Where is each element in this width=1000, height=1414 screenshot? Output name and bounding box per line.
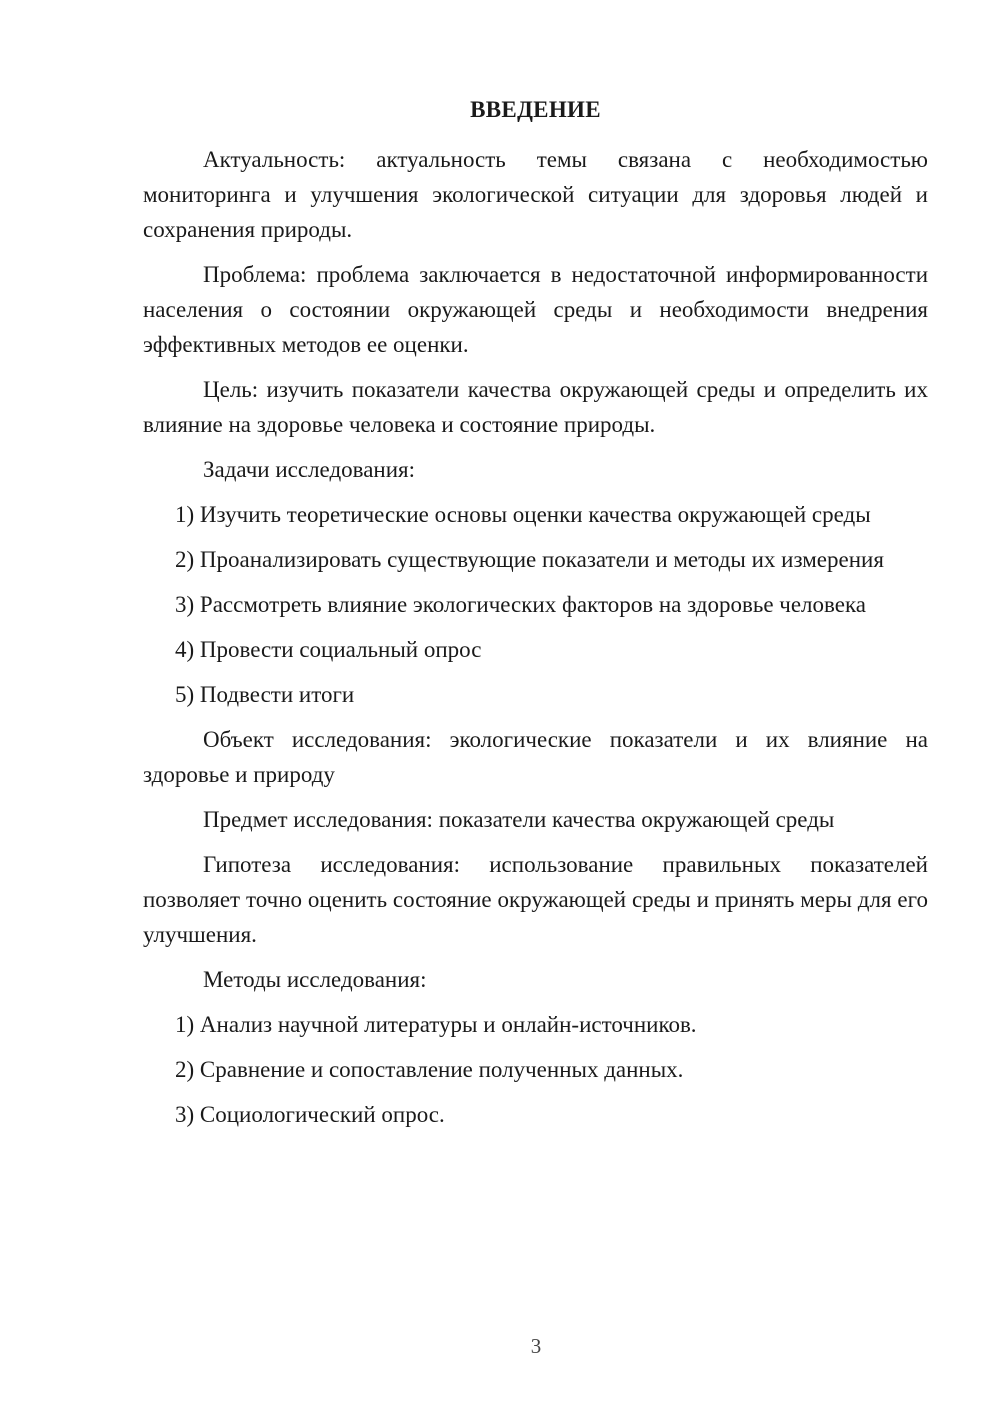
page-number: 3 [530,1334,542,1358]
subject-paragraph: Предмет исследования: показатели качества окружающей среды [203,807,835,832]
method-item: 3) Социологический опрос. [175,1102,445,1127]
methods-heading: Методы исследования: [203,967,427,992]
tasks-heading: Задачи исследования: [203,457,416,482]
task-item: 4) Провести социальный опрос [175,637,482,662]
page-content [143,96,928,1142]
task-item: 1) Изучить теоретические основы оценки качества окружающей среды [175,502,871,527]
task-item: 3) Рассмотреть влияние экологических факторов на здоровье человека [175,592,866,617]
method-item: 1) Анализ научной литературы и онлайн-источников. [175,1012,697,1037]
goal-paragraph: Цель: изучить показатели качества окружающей среды и определить их влияние на здоровье человека и состояние природы. [143,377,928,437]
task-item: 2) Проанализировать существующие показатели и методы их измерения [175,547,884,572]
page-title: ВВЕДЕНИЕ [470,97,601,122]
method-item: 2) Сравнение и сопоставление полученных данных. [175,1057,684,1082]
task-item: 5) Подвести итоги [175,682,355,707]
problem-paragraph: Проблема: проблема заключается в недостаточной информированности населения о состоянии окружающей среды и необходимости внедрения эффективных методов ее оценки. [143,262,928,357]
relevance-paragraph: Актуальность: актуальность темы связана с необходимостью мониторинга и улучшения экологической ситуации для здоровья людей и сохранения природы. [143,147,928,242]
object-paragraph: Объект исследования: экологические показатели и их влияние на здоровье и природу [143,727,928,787]
hypothesis-paragraph: Гипотеза исследования: использование правильных показателей позволяет точно оценить состояние окружающей среды и принять меры для его улучшения. [143,852,928,947]
